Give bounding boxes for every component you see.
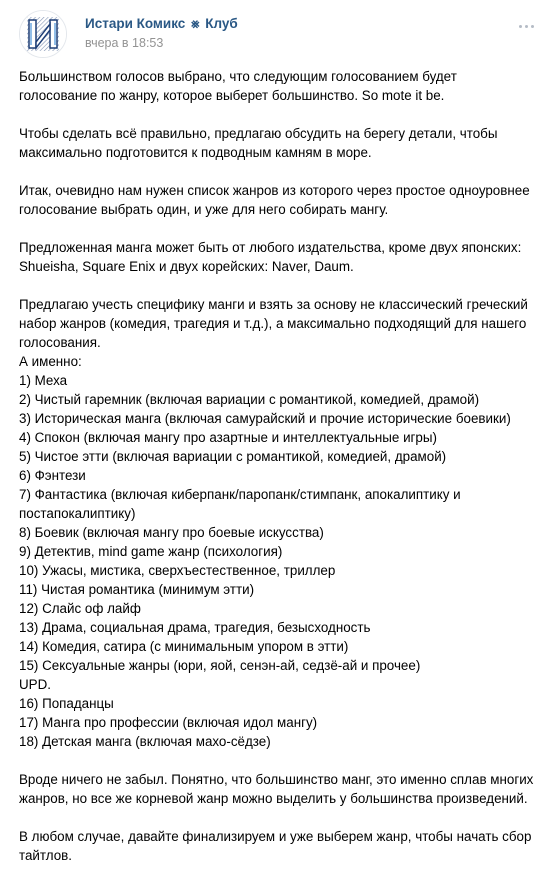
post-text: [19, 67, 535, 865]
text-line: Предложенная манга может быть от любого издательства, кроме двух японских:: [19, 240, 522, 255]
text-line: 18) Детская манга (включая махо-сёдзе): [19, 734, 271, 749]
author-name-link[interactable]: [85, 15, 238, 32]
paragraph-gap: [19, 162, 535, 181]
club-label: Клуб: [205, 16, 238, 31]
paragraph-gap: [19, 751, 535, 770]
text-line: Итак, очевидно нам нужен список жанров из которого через простое одноуровнее: [19, 183, 530, 198]
text-line: 4) Спокон (включая мангу про азартные и интеллектуальные игры): [19, 430, 437, 445]
text-line: Чтобы сделать всё правильно, предлагаю обсудить на берегу детали, чтобы: [19, 126, 498, 141]
text-line: 5) Чистое этти (включая вариации с романтикой, комедией, драмой): [19, 449, 447, 464]
text-line: 16) Попаданцы: [19, 696, 114, 711]
group-logo-icon: [20, 11, 66, 57]
text-line: 3) Историческая манга (включая самурайский и прочие исторические боевики): [19, 411, 511, 426]
text-line: В любом случае, давайте финализируем и уже выберем жанр, чтобы начать сбор: [19, 829, 532, 844]
group-avatar[interactable]: [19, 10, 67, 58]
text-line: жанров, но все же корневой жанр можно выделить у большинства произведений.: [19, 791, 528, 806]
post-header: [19, 10, 539, 58]
paragraph-gap: [19, 219, 535, 238]
paragraph-gap: [19, 808, 535, 827]
text-line: голосование по жанру, которое выберет большинство. So mote it be.: [19, 88, 445, 103]
text-line: 1) Меха: [19, 373, 68, 388]
paragraph: [19, 827, 535, 865]
text-line: максимально подготовится к подводным камням в море.: [19, 145, 372, 160]
text-line: 13) Драма, социальная драма, трагедия, безысходность: [19, 620, 371, 635]
paragraph-gap: [19, 105, 535, 124]
ellipsis-icon[interactable]: [515, 18, 537, 34]
text-line: тайтлов.: [19, 848, 72, 863]
text-line: набор жанров (комедия, трагедия и т.д.), а максимально подходящий для нашего: [19, 316, 527, 331]
text-line: Предлагаю учесть специфику манги и взять за основу не классический греческий: [19, 297, 528, 312]
text-line: 2) Чистый гаремник (включая вариации с романтикой, комедией, драмой): [19, 392, 480, 407]
text-line: 12) Слайс оф лайф: [19, 601, 141, 616]
paragraph: [19, 124, 535, 162]
text-line: голосование выбрать один, и уже для него собирать мангу.: [19, 202, 389, 217]
paragraph: [19, 770, 535, 808]
text-line: 17) Манга про профессии (включая идол мангу): [19, 715, 318, 730]
group-name: Истари Комикс: [85, 16, 186, 31]
text-line: голосования.: [19, 335, 101, 350]
paragraph: [19, 67, 535, 105]
text-line: 11) Чистая романтика (минимум этти): [19, 582, 255, 597]
paragraph-gap: [19, 276, 535, 295]
text-line: 14) Комедия, сатира (с минимальным упором в этти): [19, 639, 349, 654]
text-line: 15) Сексуальные жанры (юри, яой, сенэн-ай, седзё-ай и прочее): [19, 658, 421, 673]
text-line: Большинством голосов выбрано, что следующим голосованием будет: [19, 69, 457, 84]
paragraph: [19, 181, 535, 219]
text-line: 9) Детектив, mind game жанр (психология): [19, 544, 283, 559]
paragraph: [19, 295, 535, 751]
club-separator-icon: ⨳: [191, 16, 200, 31]
post-timestamp[interactable]: вчера в 18:53: [85, 36, 164, 50]
text-line: 7) Фантастика (включая киберпанк/паропанк/стимпанк, апокалиптику и: [19, 487, 461, 502]
text-line: UPD.: [19, 677, 51, 692]
text-line: А именно:: [19, 354, 82, 369]
text-line: Shueisha, Square Enix и двух корейских: Naver, Daum.: [19, 259, 354, 274]
text-line: 6) Фэнтези: [19, 468, 86, 483]
text-line: 8) Боевик (включая мангу про боевые искусства): [19, 525, 324, 540]
text-line: постапокалиптику): [19, 506, 136, 521]
paragraph: [19, 238, 535, 276]
text-line: Вроде ничего не забыл. Понятно, что большинство манг, это именно сплав многих: [19, 772, 534, 787]
text-line: 10) Ужасы, мистика, сверхъестественное, триллер: [19, 563, 336, 578]
